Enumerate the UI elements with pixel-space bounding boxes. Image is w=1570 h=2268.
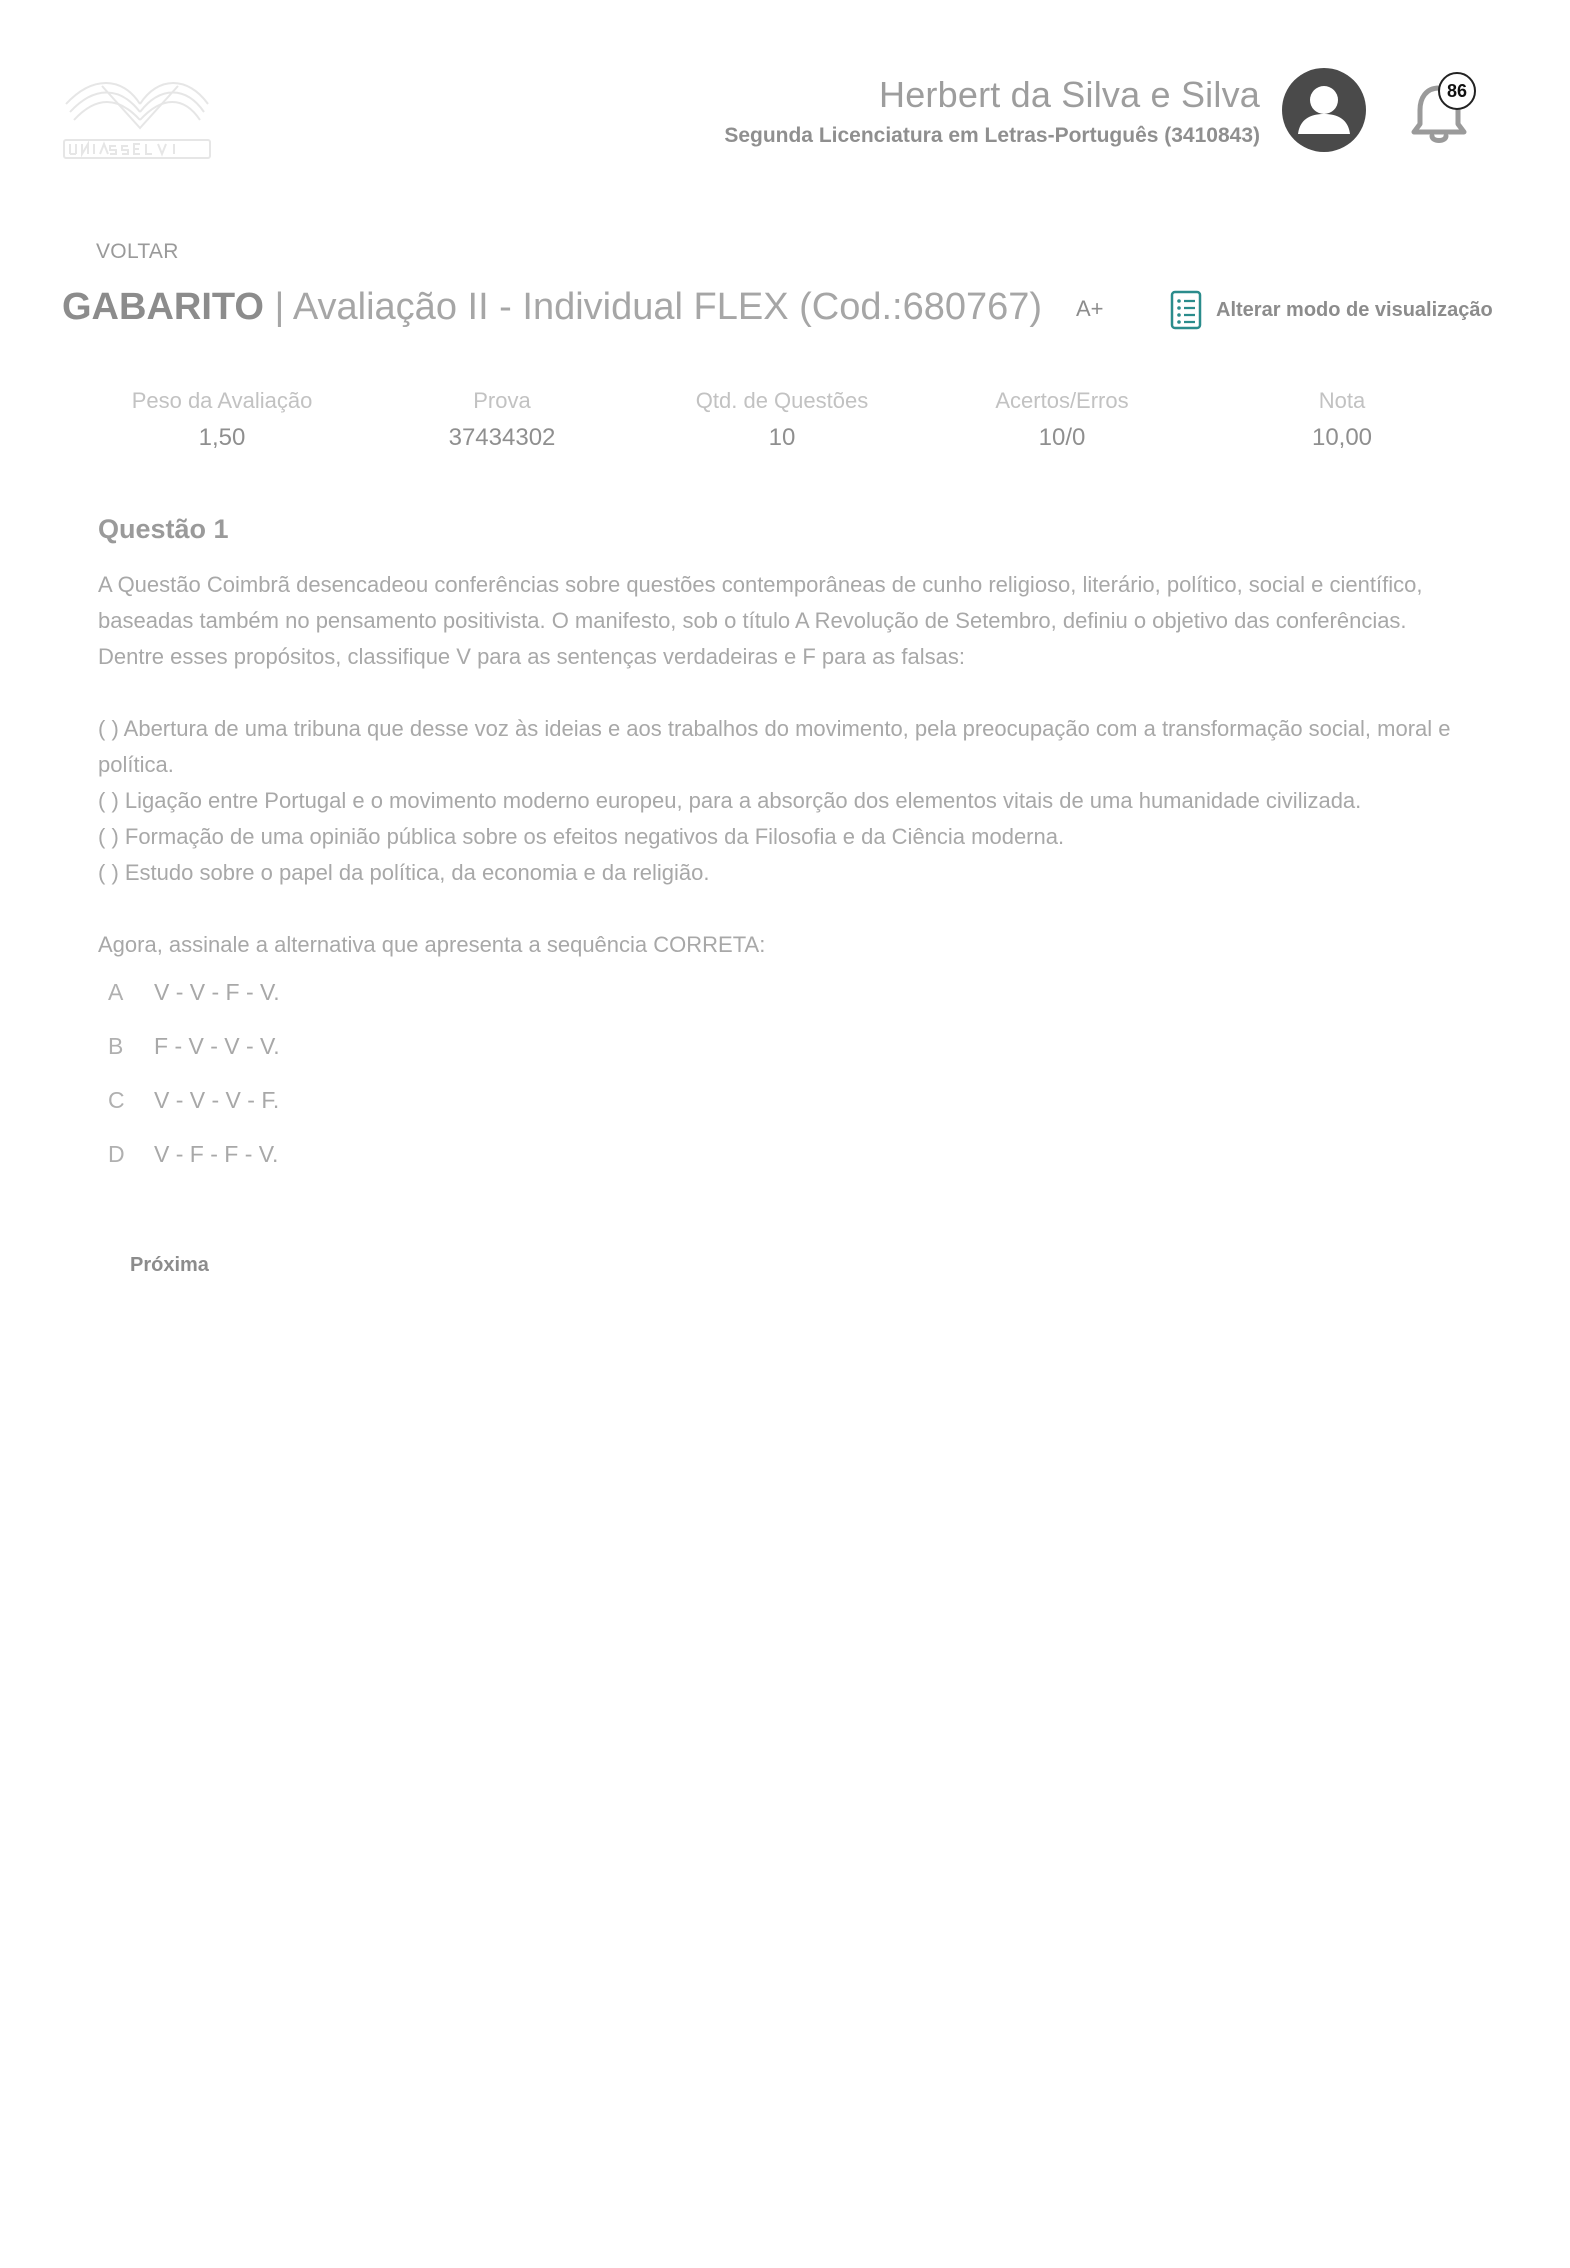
stat-label: Acertos/Erros	[995, 388, 1129, 413]
stat-value: 1,50	[198, 424, 246, 451]
stat-nota	[1202, 388, 1482, 452]
answer-option[interactable]	[98, 979, 1498, 1033]
option-letter: A	[108, 979, 124, 1005]
stat-label: Qtd. de Questões	[695, 388, 869, 413]
option-text: V - F - F - V.	[154, 1141, 279, 1167]
option-letter: C	[108, 1087, 125, 1113]
stat-value: 10/0	[1038, 424, 1086, 451]
question-title: Questão 1	[98, 514, 229, 544]
option-text: F - V - V - V.	[154, 1033, 280, 1059]
question-intro-line: Dentre esses propósitos, classifique V para as sentenças verdadeiras e F para as falsas:	[98, 644, 966, 669]
next-button[interactable]: Próxima	[130, 1254, 209, 1276]
stat-label: Peso da Avaliação	[131, 388, 313, 413]
stat-value: 10	[768, 424, 796, 451]
answer-option[interactable]	[98, 1087, 1498, 1141]
answer-option[interactable]	[98, 1033, 1498, 1087]
question-statement: ( ) Estudo sobre o papel da política, da economia e da religião.	[98, 860, 710, 885]
back-link[interactable]: VOLTAR	[96, 240, 179, 263]
stat-acertos-erros	[922, 388, 1202, 452]
question-statement: ( ) Abertura de uma tribuna que desse voz às ideias e aos trabalhos do movimento, pela preocupação com a transformação social, moral e	[98, 716, 1451, 741]
stat-value: 37434302	[448, 424, 556, 451]
question-statement: ( ) Formação de uma opinião pública sobre os efeitos negativos da Filosofia e da Ciência moderna.	[98, 824, 1065, 849]
page-title	[62, 286, 1042, 329]
option-text: V - V - F - V.	[154, 979, 280, 1005]
question-statement: política.	[98, 752, 174, 777]
question-instruction: Agora, assinale a alternativa que apresenta a sequência CORRETA:	[98, 932, 766, 957]
question-card	[98, 514, 1498, 1195]
user-info	[724, 72, 1260, 148]
font-increase-button[interactable]: A+	[1076, 296, 1104, 321]
list-icon	[1170, 290, 1202, 330]
stat-peso	[82, 388, 362, 452]
stat-qtd-questoes	[642, 388, 922, 452]
user-name: Herbert da Silva e Silva	[879, 74, 1260, 115]
uniasselvi-logo	[62, 66, 212, 162]
title-gabarito: GABARITO	[62, 286, 264, 328]
answer-option[interactable]	[98, 1141, 1498, 1195]
user-avatar-icon[interactable]	[1282, 68, 1366, 152]
question-statement: ( ) Ligação entre Portugal e o movimento moderno europeu, para a absorção dos elementos vitais de uma humanidade civilizada.	[98, 788, 1362, 813]
title-text: Avaliação II - Individual FLEX (Cod.:680767)	[292, 286, 1043, 328]
stat-prova	[362, 388, 642, 452]
option-letter: D	[108, 1141, 125, 1167]
view-mode-button[interactable]	[1170, 290, 1493, 330]
view-mode-label: Alterar modo de visualização	[1216, 298, 1493, 321]
question-body	[98, 567, 1498, 963]
title-separator: |	[274, 286, 285, 328]
question-intro-line: baseadas também no pensamento positivista. O manifesto, sob o título A Revolução de Setembro, definiu o objetivo das conferências.	[98, 608, 1407, 633]
user-course: Segunda Licenciatura em Letras-Português (3410843)	[724, 124, 1260, 147]
question-intro-line: A Questão Coimbrã desencadeou conferências sobre questões contemporâneas de cunho religioso, literário, político, social e científico,	[98, 572, 1423, 597]
option-letter: B	[108, 1033, 124, 1059]
option-text: V - V - V - F.	[154, 1087, 280, 1113]
stat-label: Prova	[473, 388, 531, 413]
stat-value: 10,00	[1311, 424, 1373, 451]
notification-badge: 86	[1438, 72, 1476, 110]
evaluation-summary	[82, 388, 1482, 452]
answer-options	[98, 979, 1498, 1195]
stat-label: Nota	[1318, 388, 1366, 413]
